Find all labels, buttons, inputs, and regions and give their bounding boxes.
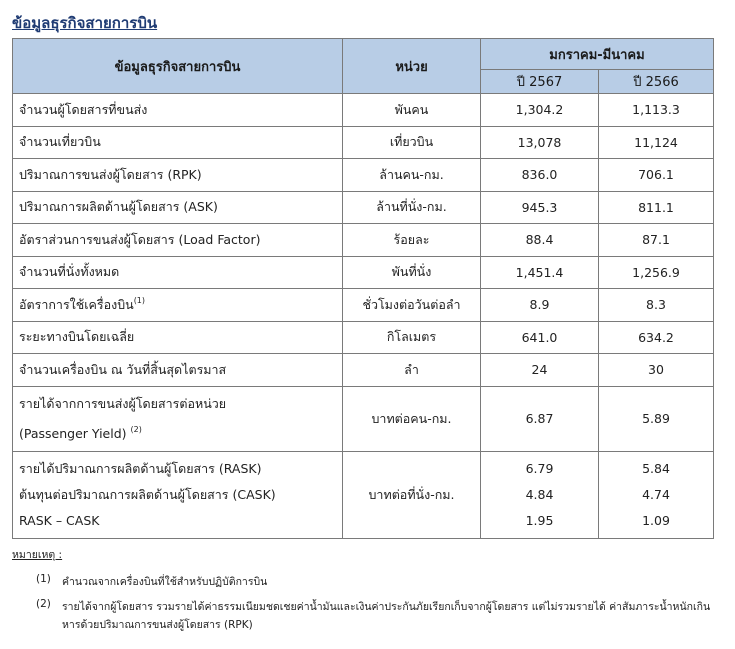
value-2567: 1,304.2 xyxy=(481,94,599,127)
value-2566: 5.89 xyxy=(599,386,714,451)
row-unit: ร้อยละ xyxy=(343,224,481,257)
row-unit: กิโลเมตร xyxy=(343,321,481,354)
header-year-2567: ปี 2567 xyxy=(481,70,599,94)
row-unit: เที่ยวบิน xyxy=(343,126,481,159)
row-label: อัตราการใช้เครื่องบิน$^{(1)}$ xyxy=(13,289,343,322)
value-2567: 836.0 xyxy=(481,159,599,192)
value-2566: 87.1 xyxy=(599,224,714,257)
row-unit: บาทต่อคน-กม. xyxy=(343,386,481,451)
header-period: มกราคม-มีนาคม xyxy=(481,39,714,70)
footnote-key: (2) xyxy=(36,598,51,610)
footnote-ref: (1) xyxy=(133,295,146,305)
row-label: ปริมาณการผลิตด้านผู้โดยสาร (ASK) xyxy=(13,191,343,224)
row-unit: พันคน xyxy=(343,94,481,127)
value-2566: 1,256.9 xyxy=(599,256,714,289)
footnotes-heading: หมายเหตุ : xyxy=(12,549,63,561)
table-row-passenger-yield xyxy=(13,386,714,451)
footnote-text: คำนวณจากเครื่องบินที่ใช้สำหรับปฏิบัติการบิน xyxy=(62,576,268,588)
footnote-ref: (2) xyxy=(130,424,142,434)
value-2566: 706.1 xyxy=(599,159,714,192)
value-2566: 811.1 xyxy=(599,191,714,224)
footnote-key: (1) xyxy=(36,573,51,585)
airline-data-table xyxy=(12,38,714,539)
row-unit: บาทต่อที่นั่ง-กม. xyxy=(343,451,481,538)
row-unit: ชั่วโมงต่อวันต่อลำ xyxy=(343,289,481,322)
footnote-item xyxy=(36,573,722,591)
row-label: ระยะทางบินโดยเฉลี่ย xyxy=(13,321,343,354)
value-2567: 88.4 xyxy=(481,224,599,257)
value-2567-group: 6.79 4.84 1.95 xyxy=(481,451,599,538)
footnote-item xyxy=(36,598,722,634)
table-row-rask-cask xyxy=(13,451,714,538)
row-label: จำนวนที่นั่งทั้งหมด xyxy=(13,256,343,289)
table-row xyxy=(13,321,714,354)
table-row xyxy=(13,224,714,257)
table-row xyxy=(13,256,714,289)
header-metric: ข้อมูลธุรกิจสายการบิน xyxy=(13,39,343,94)
value-2567: 1,451.4 xyxy=(481,256,599,289)
table-row xyxy=(13,126,714,159)
value-2566-group: 5.84 4.74 1.09 xyxy=(599,451,714,538)
value-2566: 634.2 xyxy=(599,321,714,354)
table-row xyxy=(13,191,714,224)
row-label-group xyxy=(13,451,343,538)
value-2567: 6.87 xyxy=(481,386,599,451)
rask-label: รายได้ปริมาณการผลิตด้านผู้โดยสาร (RASK) xyxy=(19,460,262,476)
row-label: จำนวนเที่ยวบิน xyxy=(13,126,343,159)
row-unit: ล้านที่นั่ง-กม. xyxy=(343,191,481,224)
table-row xyxy=(13,354,714,387)
value-2566: 30 xyxy=(599,354,714,387)
header-year-2566: ปี 2566 xyxy=(599,70,714,94)
value-2567: 641.0 xyxy=(481,321,599,354)
row-label: ปริมาณการขนส่งผู้โดยสาร (RPK) xyxy=(13,159,343,192)
row-label: รายได้จากการขนส่งผู้โดยสารต่อหน่วย (Passenger Yield) $^{(2)}$ xyxy=(13,386,343,451)
cask-label: ต้นทุนต่อปริมาณการผลิตด้านผู้โดยสาร (CASK) xyxy=(19,486,276,502)
value-2567: 24 xyxy=(481,354,599,387)
footnote-text: รายได้จากผู้โดยสาร รวมรายได้ค่าธรรมเนียมชดเชยค่าน้ำมันและเงินค่าประกันภัยเรียกเก็บจากผู้โดยสาร แต่ไม่รวมรายได้ ค่าสัมภาระน้ำหนักเกิน หารด้วยปริมาณการขนส่งผู้โดยสาร (RPK) xyxy=(62,601,711,631)
table-row xyxy=(13,289,714,322)
row-unit: ล้านคน-กม. xyxy=(343,159,481,192)
value-2567: 8.9 xyxy=(481,289,599,322)
page-title: ข้อมูลธุรกิจสายการบิน xyxy=(12,14,158,32)
row-unit: ลำ xyxy=(343,354,481,387)
value-2566: 1,113.3 xyxy=(599,94,714,127)
value-2566: 8.3 xyxy=(599,289,714,322)
value-2567: 13,078 xyxy=(481,126,599,159)
table-row xyxy=(13,94,714,127)
rask-cask-label: RASK – CASK xyxy=(19,512,100,528)
row-unit: พันที่นั่ง xyxy=(343,256,481,289)
footnotes xyxy=(12,546,722,641)
table-row xyxy=(13,159,714,192)
row-label: จำนวนผู้โดยสารที่ขนส่ง xyxy=(13,94,343,127)
value-2567: 945.3 xyxy=(481,191,599,224)
row-label: จำนวนเครื่องบิน ณ วันที่สิ้นสุดไตรมาส xyxy=(13,354,343,387)
value-2566: 11,124 xyxy=(599,126,714,159)
row-label: อัตราส่วนการขนส่งผู้โดยสาร (Load Factor) xyxy=(13,224,343,257)
header-unit: หน่วย xyxy=(343,39,481,94)
